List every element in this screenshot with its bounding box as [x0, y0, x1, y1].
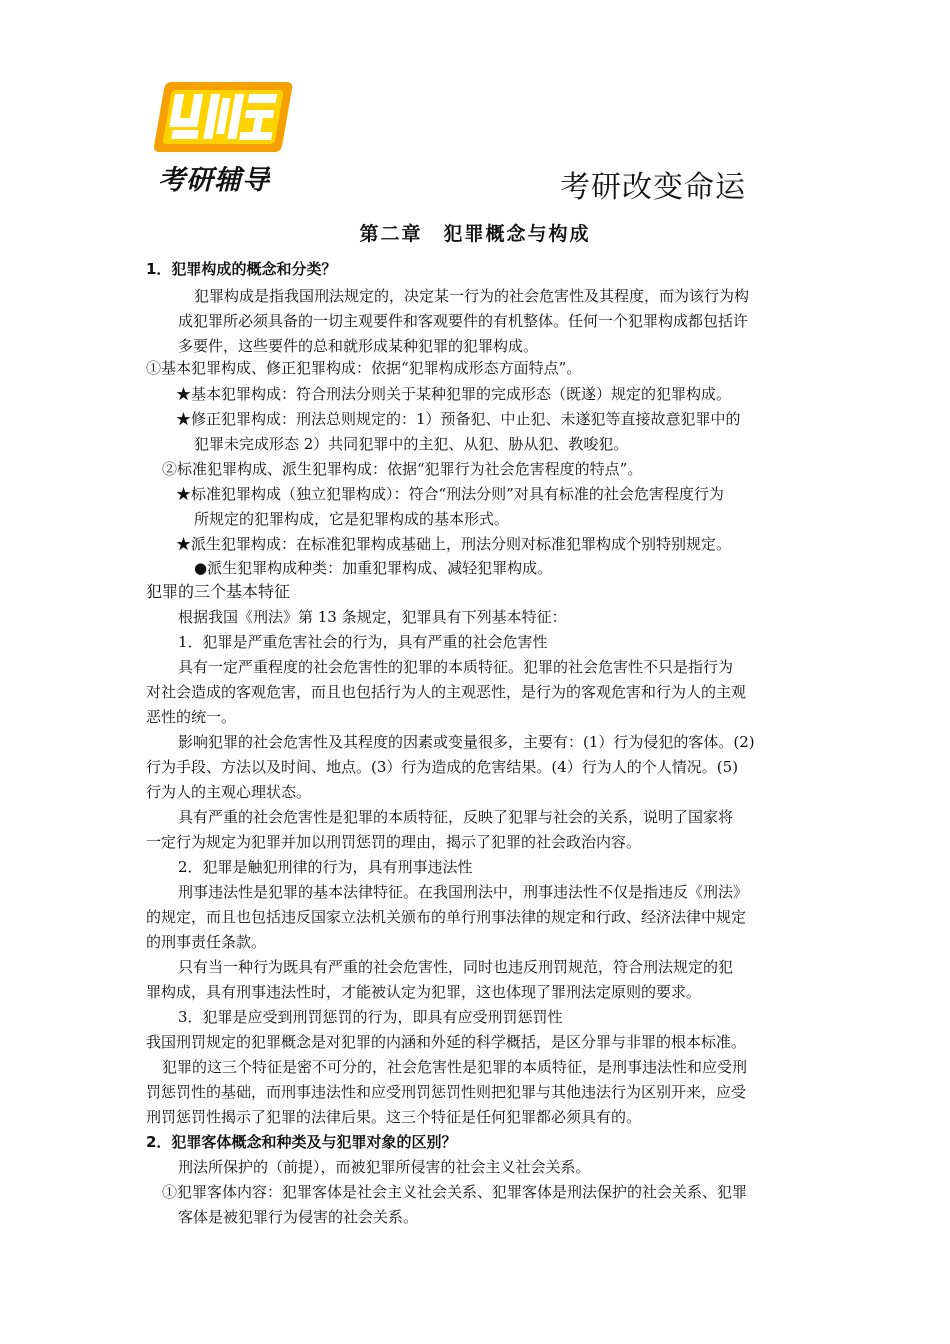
text-line: 3．犯罪是应受到刑罚惩罚的行为，即具有应受刑罚惩罚性 [178, 1008, 563, 1026]
text-line: 犯罪的这三个特征是密不可分的，社会危害性是犯罪的本质特征，是刑事违法性和应受刑 [162, 1058, 748, 1076]
text-line: 对社会造成的客观危害，而且也包括行为人的主观恶性，是行为的客观危害和行为人的主观 [146, 683, 747, 701]
section-heading: 犯罪的三个基本特征 [146, 582, 291, 601]
text-line: 成犯罪所必须具备的一切主观要件和客观要件的有机整体。任何一个犯罪构成都包括许 [178, 312, 749, 330]
text-line: 多要件，这些要件的总和就形成某种犯罪的犯罪构成。 [178, 337, 539, 355]
text-line: 行为人的主观心理状态。 [146, 783, 312, 801]
text-line: 的刑事责任条款。 [146, 933, 267, 951]
text-line: 罪构成，具有刑事违法性时，才能被认定为犯罪，这也体现了罪刑法定原则的要求。 [146, 983, 702, 1001]
text-line: 刑法所保护的（前提），而被犯罪所侵害的社会主义社会关系。 [178, 1158, 591, 1176]
text-line: 影响犯罪的社会危害性及其程度的因素或变量很多，主要有：(1）行为侵犯的客体。(2) [178, 733, 755, 751]
text-line: ①基本犯罪构成、修正犯罪构成：依据“犯罪构成形态方面特点”。 [146, 359, 582, 377]
text-line: 所规定的犯罪构成，它是犯罪构成的基本形式。 [194, 510, 510, 528]
text-line: 只有当一种行为既具有严重的社会危害性，同时也违反刑罚规范，符合刑法规定的犯 [178, 958, 734, 976]
logo-subtitle: 考研辅导 [158, 165, 270, 196]
logo [150, 78, 300, 198]
text-line: 犯罪构成是指我国刑法规定的，决定某一行为的社会危害性及其程度，而为该行为构 [194, 287, 750, 305]
text-line: 的规定，而且也包括违反国家立法机关颁布的单行刑事法律的规定和行政、经济法律中规定 [146, 908, 747, 926]
text-line: 刑事违法性是犯罪的基本法律特征。在我国刑法中，刑事违法性不仅是指违反《刑法》 [178, 883, 749, 901]
text-line: 客体是被犯罪行为侵害的社会关系。 [178, 1208, 419, 1226]
text-line: ①犯罪客体内容：犯罪客体是社会主义社会关系、犯罪客体是刑法保护的社会关系、犯罪 [162, 1183, 748, 1201]
text-line: 恶性的统一。 [146, 708, 237, 726]
text-line: 犯罪未完成形态 2）共同犯罪中的主犯、从犯、胁从犯、教唆犯。 [194, 435, 629, 453]
text-line: 行为手段、方法以及时间、地点。(3）行为造成的危害结果。(4）行为人的个人情况。(5) [146, 758, 739, 776]
slogan: 考研改变命运 [560, 170, 746, 205]
text-line: 具有一定严重程度的社会危害性的犯罪的本质特征。犯罪的社会危害性不只是指行为 [178, 658, 734, 676]
text-line: 根据我国《刑法》第 13 条规定，犯罪具有下列基本特征： [178, 608, 567, 626]
text-line: 一定行为规定为犯罪并加以刑罚惩罚的理由，揭示了犯罪的社会政治内容。 [146, 833, 642, 851]
text-line: ★修正犯罪构成：刑法总则规定的：1）预备犯、中止犯、未遂犯等直接故意犯罪中的 [176, 410, 741, 428]
logo-wordmark [152, 78, 300, 158]
text-line: 我国刑罚规定的犯罪概念是对犯罪的内涵和外延的科学概括，是区分罪与非罪的根本标准。 [146, 1033, 747, 1051]
text-line: 2．犯罪是触犯刑律的行为，具有刑事违法性 [178, 858, 473, 876]
text-line: ②标准犯罪构成、派生犯罪构成：依据“犯罪行为社会危害程度的特点”。 [162, 460, 643, 478]
text-line: ★派生犯罪构成：在标准犯罪构成基础上，刑法分则对标准犯罪构成个别特别规定。 [176, 535, 732, 553]
chapter-title: 第二章 犯罪概念与构成 [359, 223, 591, 245]
text-line: 罚惩罚性的基础，而刑事违法性和应受刑罚惩罚性则把犯罪与其他违法行为区别开来，应受 [146, 1083, 747, 1101]
text-line: ●派生犯罪构成种类：加重犯罪构成、减轻犯罪构成。 [194, 559, 553, 577]
text-line: ★标准犯罪构成（独立犯罪构成）：符合“刑法分则”对具有标准的社会危害程度行为 [176, 485, 724, 503]
text-line: 刑罚惩罚性揭示了犯罪的法律后果。这三个特征是任何犯罪都必须具有的。 [146, 1108, 642, 1126]
text-line: 1．犯罪是严重危害社会的行为，具有严重的社会危害性 [178, 633, 548, 651]
text-line: 具有严重的社会危害性是犯罪的本质特征，反映了犯罪与社会的关系，说明了国家将 [178, 808, 734, 826]
question-heading: 1．犯罪构成的概念和分类？ [146, 260, 337, 278]
question-heading: 2．犯罪客体概念和种类及与犯罪对象的区别？ [146, 1133, 457, 1151]
text-line: ★基本犯罪构成：符合刑法分则关于某种犯罪的完成形态（既遂）规定的犯罪构成。 [176, 385, 732, 403]
